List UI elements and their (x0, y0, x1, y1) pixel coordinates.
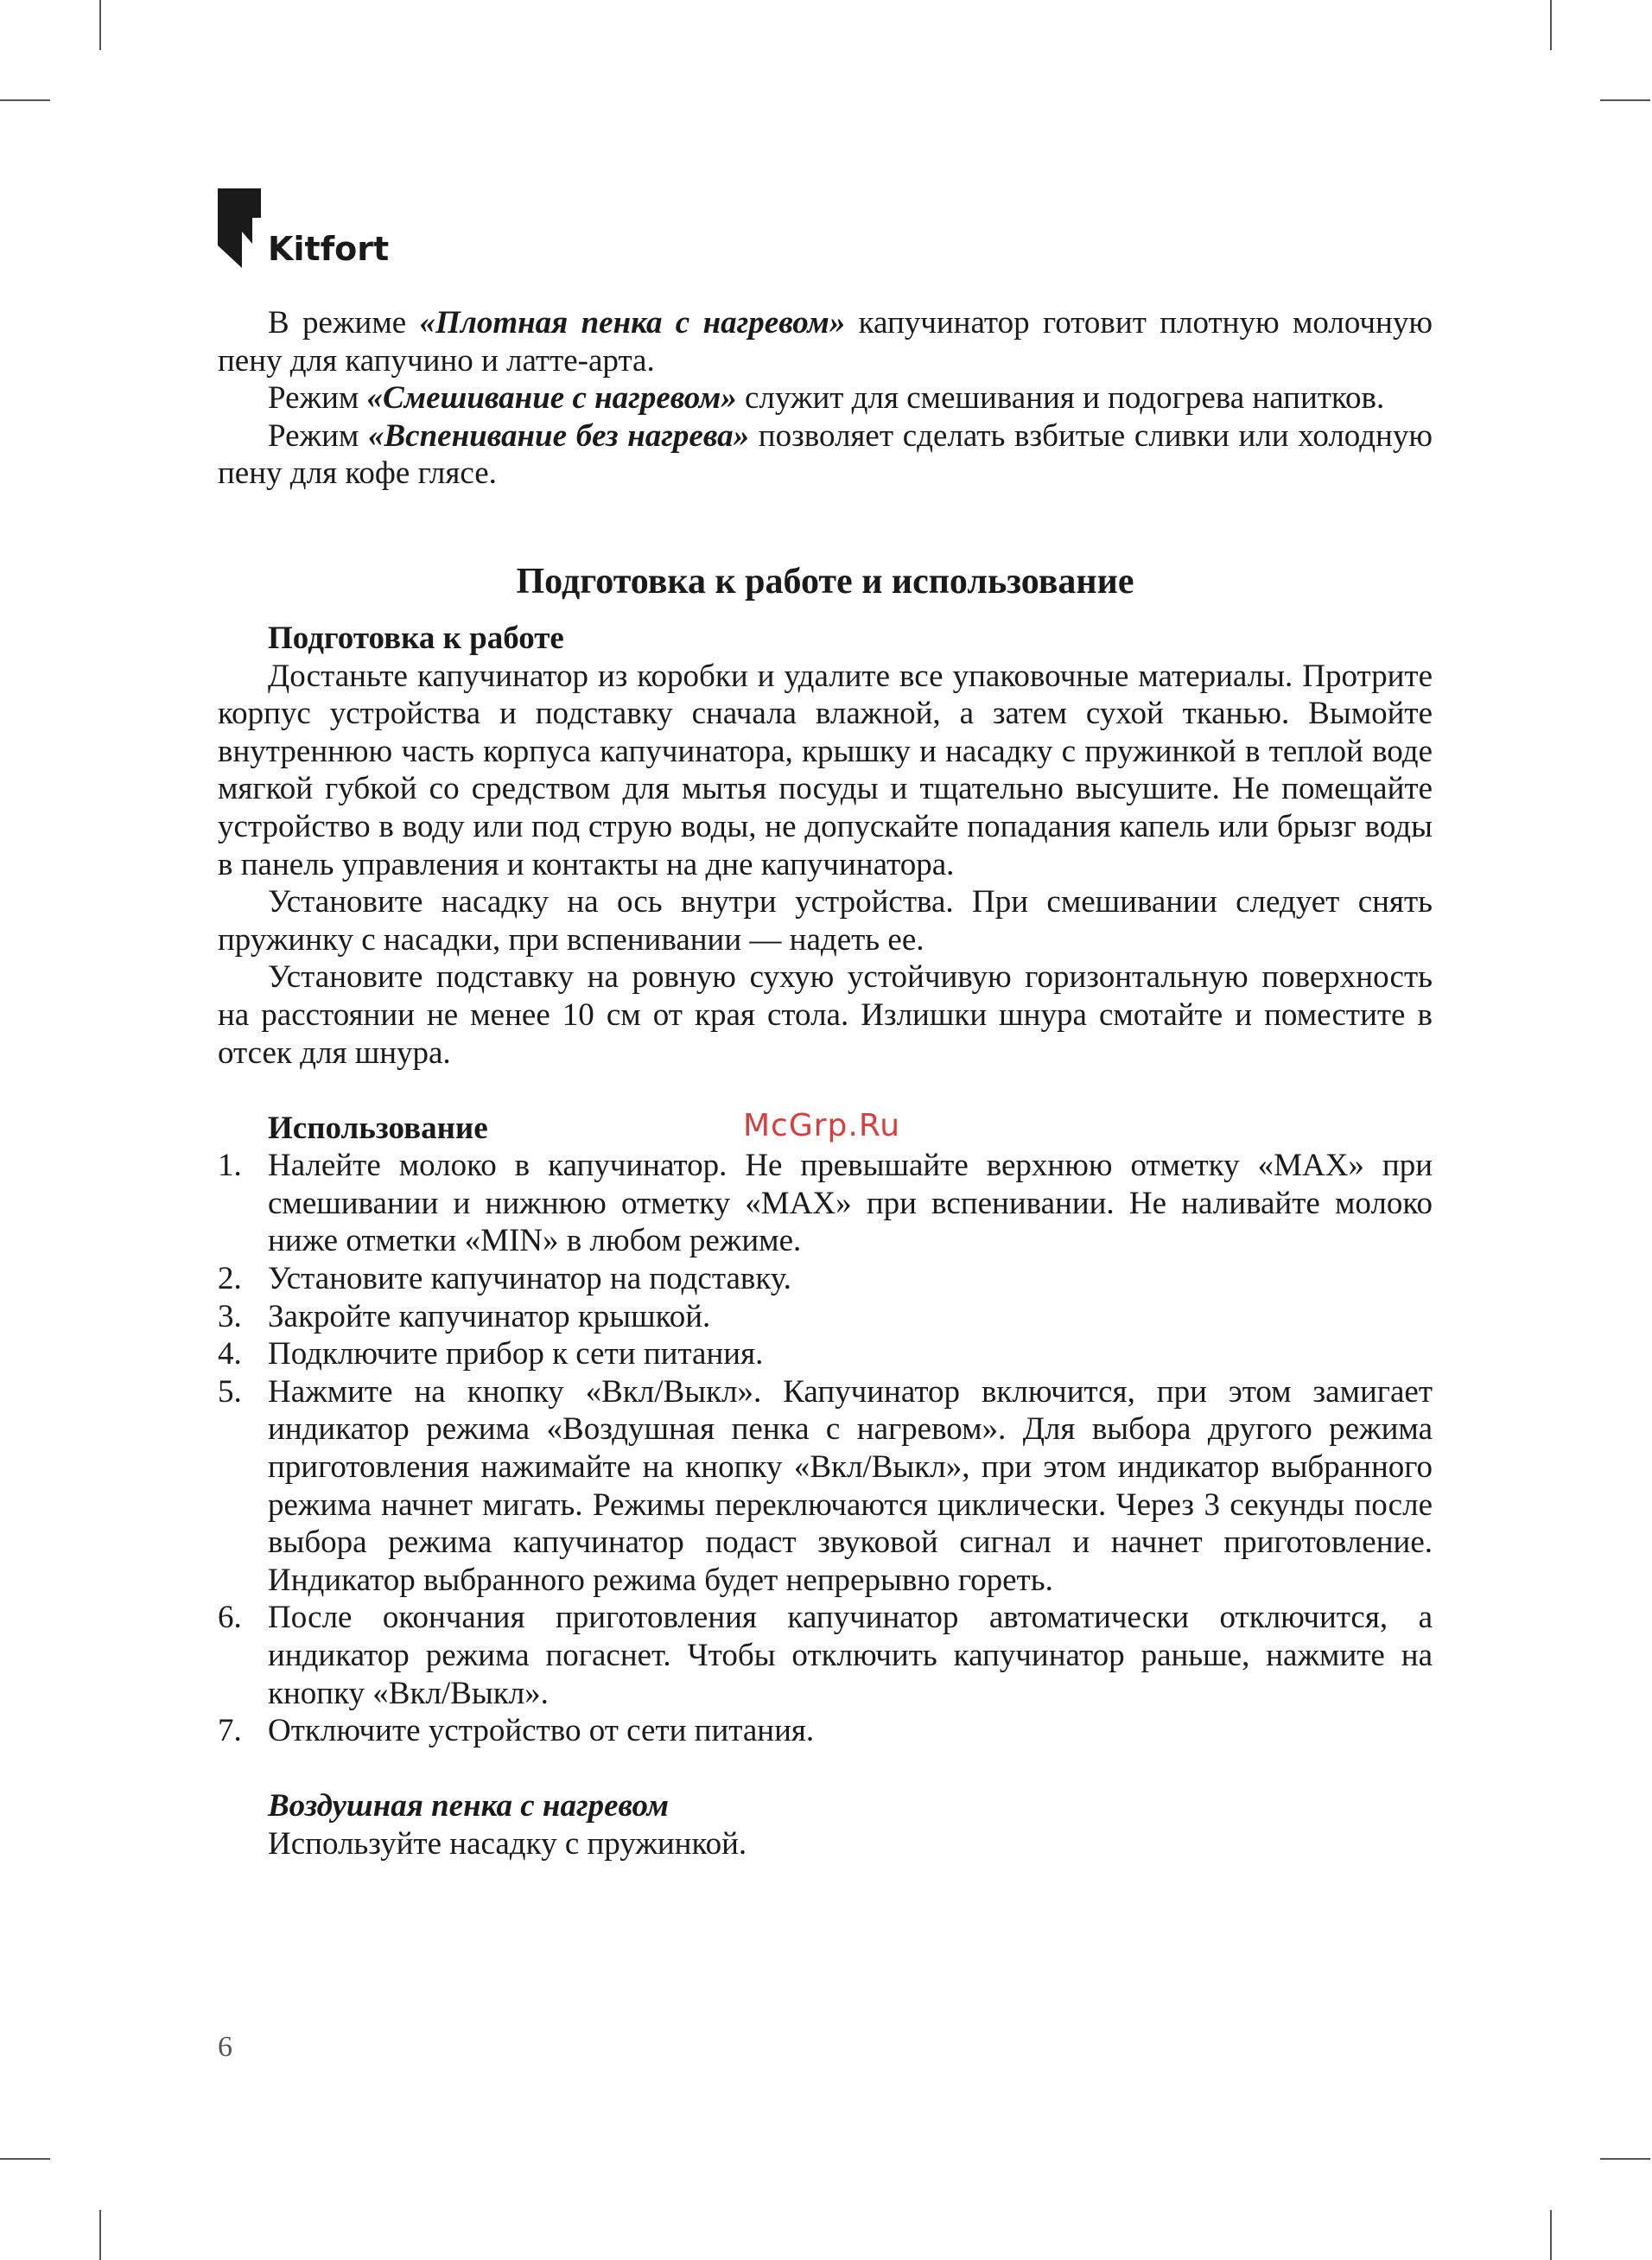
crop-mark-right-top (1600, 99, 1650, 101)
intro-paragraph-3: Режим «Вспенивание без нагрева» позволяет сделать взбитые сливки или холодную пену для кофе глясе. (218, 417, 1433, 492)
list-item: 6. После окончания приготовления капучинатор автоматически отключится, а индикатор режима погаснет. Чтобы отключить капучинатор раньше, нажмите на кнопку «Вкл/Выкл». (218, 1600, 1433, 1711)
airy-foam-heading: Воздушная пенка с нагревом (268, 1788, 669, 1824)
crop-mark-left-top (0, 99, 50, 101)
intro-paragraph-1: В режиме «Плотная пенка с нагревом» капучинатор готовит плотную молочную пену для капучино и латте-арта. (218, 305, 1433, 379)
preparation-heading: Подготовка к работе (268, 620, 564, 656)
crop-mark-left-bottom (0, 2158, 50, 2160)
list-item: 4. Подключите прибор к сети питания. (218, 1336, 764, 1372)
crop-mark-bottom-right (1550, 2210, 1552, 2260)
page-number: 6 (218, 2031, 232, 2063)
brand-name: Kitfort (268, 230, 390, 268)
spacer (218, 1072, 1433, 1110)
crop-mark-right-bottom (1600, 2158, 1650, 2160)
intro-paragraphs (218, 304, 1433, 493)
preparation-paragraph-2: Установите насадку на ось внутри устройства. При смешивании следует снять пружинку с насадки, при вспенивании — надеть ее. (218, 884, 1433, 958)
list-item: 5. Нажмите на кнопку «Вкл/Выкл». Капучинатор включится, при этом замигает индикатор режима «Воздушная пенка с нагревом». Для выбора другого режима приготовления нажимайте на кнопку «Вкл/Выкл», при этом индикатор выбранного режима начнет мигать. Режимы переключаются циклически. Через 3 секунды после выбора режима капучинатор подаст звуковой сигнал и начнет приготовление. Индикатор выбранного режима будет непрерывно гореть. (218, 1373, 1433, 1598)
usage-steps-list (218, 1147, 1433, 1750)
kitfort-logo-mark-icon (218, 188, 261, 268)
mode-name: «Плотная пенка с нагревом» (419, 305, 846, 341)
kitfort-logo (218, 188, 391, 275)
list-item: 1. Налейте молоко в капучинатор. Не превышайте верхнюю отметку «MAX» при смешивании и нижнюю отметку «MAX» при вспенивании. Не наливайте молоко ниже отметки «MIN» в любом режиме. (218, 1148, 1433, 1259)
section-title: Подготовка к работе и использование (516, 561, 1134, 602)
airy-foam-text: Используйте насадку с пружинкой. (268, 1825, 747, 1862)
preparation-paragraph-1: Достаньте капучинатор из коробки и удалите все упаковочные материалы. Протрите корпус устройства и подставку сначала влажной, а затем сухой тканью. Вымойте внутреннюю часть корпуса капучинатора, крышку и насадку с пружинкой в теплой воде мягкой губкой со средством для мытья посуды и тщательно высушите. Не помещайте устройство в воду или под струю воды, не допускайте попадания капель или брызг воды в панель управления и контакты на дне капучинатора. (218, 658, 1433, 882)
crop-mark-bottom-left (99, 2210, 101, 2260)
preparation-paragraph-3: Установите подставку на ровную сухую устойчивую горизонтальную поверхность на расстоянии не менее 10 см от края стола. Излишки шнура смотайте и поместите в отсек для шнура. (218, 959, 1433, 1071)
intro-paragraph-2: Режим «Смешивание с нагревом» служит для смешивания и подогрева напитков. (268, 380, 1385, 417)
crop-mark-top-right (1550, 0, 1552, 50)
crop-mark-top-left (99, 0, 101, 50)
watermark: McGrp.Ru (743, 1108, 901, 1143)
list-item: 7. Отключите устройство от сети питания. (218, 1713, 815, 1749)
list-item: 3. Закройте капучинатор крышкой. (218, 1298, 711, 1334)
usage-heading: Использование (268, 1110, 488, 1146)
spacer (218, 1750, 1433, 1788)
mode-name: «Вспенивание без нагрева» (367, 417, 750, 454)
list-item: 2. Установите капучинатор на подставку. (218, 1261, 791, 1297)
mode-name: «Смешивание с нагревом» (366, 380, 737, 417)
page-content (218, 304, 1433, 1863)
